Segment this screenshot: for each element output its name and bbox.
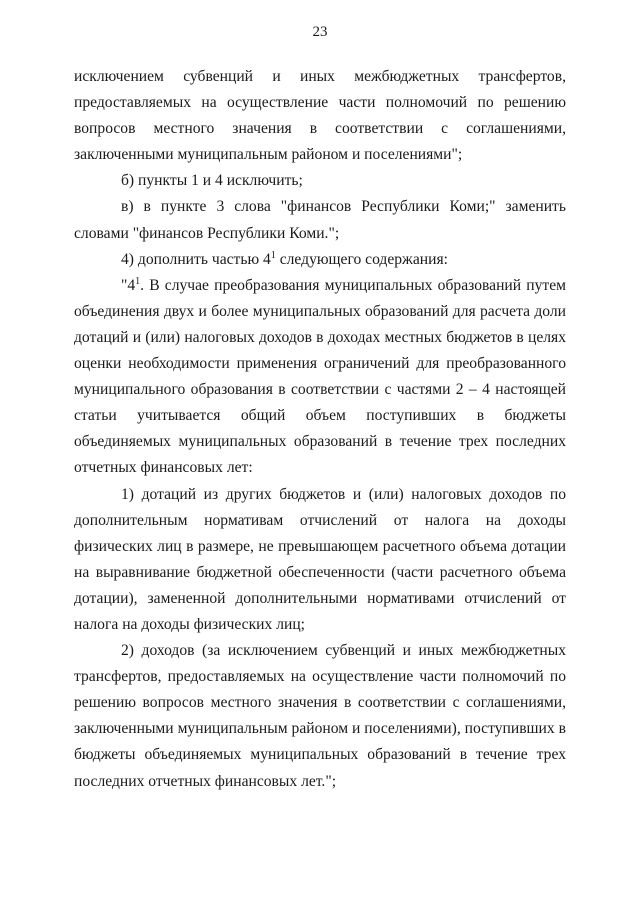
page-number: 23 <box>312 24 328 40</box>
superscript: 1 <box>135 275 141 287</box>
paragraph-part-4-1-start: "4 <box>121 276 136 294</box>
paragraph-part-4-1 <box>74 273 566 482</box>
paragraph-item-4-text-end: следующего содержания: <box>275 250 448 268</box>
paragraph-part-4-1-text: . В случае преобразования муниципальных образований путем объединения двух и более муниципальных образований для расчета доли дотаций и (или) налоговых доходов в доходах местных бюджетов в целях оценки необходимости применения ограничений для преобразованного муниципального образования в соответствии с частями 2 – 4 настоящей статьи учитывается общий объем поступивших в бюджеты объединяемых муниципальных образований в течение трех последних отчетных финансовых лет: <box>74 276 566 477</box>
paragraph-subitem-1: 1) дотаций из других бюджетов и (или) налоговых доходов по дополнительным нормативам отчислений от налога на доходы физических лиц в размере, не превышающем расчетного объема дотации на выравнивание бюджетной обеспеченности (части расчетного объема дотации), замененной дополнительными нормативами отчислений от налога на доходы физических лиц; <box>74 485 566 633</box>
paragraph-continuation: исключением субвенций и иных межбюджетных трансфертов, предоставляемых на осуществление части полномочий по решению вопросов местного значения в соответствии с соглашениями, заключенными муниципальным районом и поселениями"; <box>74 68 566 164</box>
paragraph-subitem-2: 2) доходов (за исключением субвенций и иных межбюджетных трансфертов, предоставляемых на осуществление части полномочий по решению вопросов местного значения в соответствии с соглашениями, заключенными муниципальным районом и поселениями), поступивших в бюджеты объединяемых муниципальных образований в течение трех последних отчетных финансовых лет."; <box>74 642 566 790</box>
paragraph-item-4 <box>74 247 566 273</box>
paragraph-item-v: в) в пункте 3 слова "финансов Республики Коми;" заменить словами "финансов Республики Коми."; <box>74 198 566 242</box>
paragraph-item-b: б) пункты 1 и 4 исключить; <box>121 172 303 190</box>
paragraph-item-4-text: 4) дополнить частью 4 <box>121 250 271 268</box>
superscript: 1 <box>270 249 276 261</box>
document-body <box>74 64 566 795</box>
